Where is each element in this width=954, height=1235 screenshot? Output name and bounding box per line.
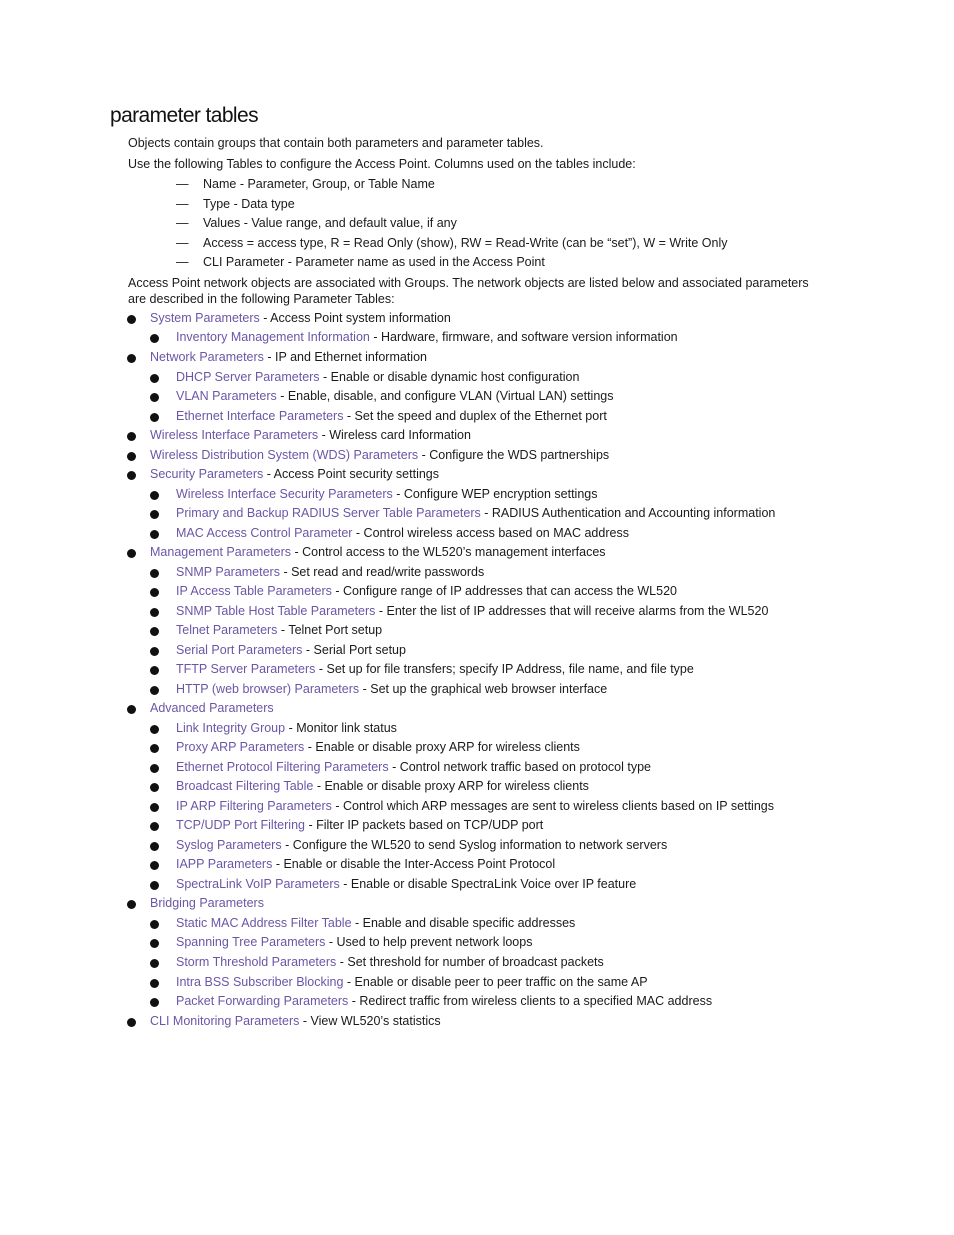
- parameter-table-link[interactable]: Wireless Interface Security Parameters: [176, 486, 393, 501]
- parameter-table-link[interactable]: Advanced Parameters: [150, 701, 274, 716]
- parameter-table-link[interactable]: Spanning Tree Parameters: [176, 935, 326, 950]
- parameter-table-description: - Set up the graphical web browser interface: [359, 681, 608, 696]
- parameter-group-item: [0, 426, 954, 446]
- bullet-icon: [150, 881, 159, 890]
- parameter-table-link[interactable]: Wireless Distribution System (WDS) Parameters: [150, 447, 419, 462]
- bullet-icon: [150, 510, 159, 519]
- dash-marker: —: [176, 216, 189, 231]
- parameter-table-link[interactable]: HTTP (web browser) Parameters: [176, 681, 360, 696]
- parameter-subgroup-item: [0, 875, 954, 895]
- parameter-table-description: - Control network traffic based on protocol type: [388, 759, 651, 774]
- parameter-table-description: - Control which ARP messages are sent to wireless clients based on IP settings: [331, 798, 774, 813]
- parameter-subgroup-item: [0, 836, 954, 856]
- parameter-table-link[interactable]: Network Parameters: [150, 350, 264, 364]
- bullet-icon: [127, 452, 136, 461]
- parameter-table-description: - IP and Ethernet information: [263, 350, 427, 364]
- parameter-subgroup-item: [0, 914, 954, 934]
- parameter-subgroup-item: [0, 368, 954, 388]
- bullet-icon: [127, 549, 136, 558]
- column-definition-item: [0, 175, 954, 195]
- intro-paragraph-1: Objects contain groups that contain both parameters and parameter tables.: [128, 136, 544, 150]
- bullet-icon: [150, 569, 159, 578]
- parameter-table-link[interactable]: CLI Monitoring Parameters: [150, 1013, 300, 1028]
- parameter-subgroup-item: [0, 738, 954, 758]
- parameter-table-description: - Enable or disable the Inter-Access Point Protocol: [272, 857, 556, 872]
- parameter-table-description: - Enable or disable proxy ARP for wireless clients: [304, 740, 580, 755]
- parameter-table-link[interactable]: Serial Port Parameters: [176, 642, 303, 657]
- parameter-table-description: - Redirect traffic from wireless clients to a specified MAC address: [348, 994, 713, 1009]
- parameter-table-description: - Enter the list of IP addresses that will receive alarms from the WL520: [375, 603, 769, 618]
- bullet-icon: [150, 725, 159, 734]
- bullet-icon: [150, 647, 159, 656]
- bullet-icon: [150, 803, 159, 812]
- parameter-group-item: [0, 699, 954, 719]
- parameter-subgroup-item: [0, 621, 954, 641]
- parameter-table-link[interactable]: Proxy ARP Parameters: [176, 740, 305, 755]
- bullet-icon: [150, 998, 159, 1007]
- bullet-icon: [150, 744, 159, 753]
- parameter-subgroup-item: [0, 328, 954, 348]
- parameter-table-link[interactable]: Ethernet Interface Parameters: [176, 408, 344, 423]
- parameter-subgroup-item: [0, 563, 954, 583]
- parameter-table-description: - Set the speed and duplex of the Ethernet port: [343, 408, 607, 423]
- column-definition-text: Values - Value range, and default value, if any: [203, 216, 457, 231]
- parameter-table-description: - Enable or disable dynamic host configuration: [319, 369, 580, 384]
- parameter-subgroup-item: [0, 855, 954, 875]
- parameter-table-link[interactable]: Syslog Parameters: [176, 837, 282, 852]
- parameter-group-item: [0, 446, 954, 466]
- bullet-icon: [150, 822, 159, 831]
- parameter-group-item: [0, 1012, 954, 1032]
- parameter-table-link[interactable]: Wireless Interface Parameters: [150, 428, 319, 443]
- parameter-subgroup-item: [0, 758, 954, 778]
- parameter-subgroup-item: [0, 933, 954, 953]
- parameter-subgroup-item: [0, 680, 954, 700]
- parameter-subgroup-item: [0, 582, 954, 602]
- parameter-subgroup-item: [0, 992, 954, 1012]
- bullet-icon: [150, 979, 159, 988]
- parameter-group-item: [0, 348, 954, 368]
- column-definition-item: [0, 234, 954, 254]
- bullet-icon: [150, 959, 159, 968]
- parameter-subgroup-item: [0, 953, 954, 973]
- column-definitions-list: [0, 175, 954, 273]
- parameter-table-description: - Configure range of IP addresses that can access the WL520: [331, 584, 677, 599]
- dash-marker: —: [176, 255, 189, 270]
- bullet-icon: [127, 432, 136, 441]
- bullet-icon: [150, 861, 159, 870]
- parameter-table-link[interactable]: SNMP Parameters: [176, 564, 280, 579]
- bullet-icon: [150, 588, 159, 597]
- parameter-table-description: - Enable or disable SpectraLink Voice over IP feature: [339, 876, 637, 891]
- parameter-table-description: - Hardware, firmware, and software version information: [369, 330, 678, 345]
- bullet-icon: [150, 783, 159, 792]
- dash-marker: —: [176, 177, 189, 191]
- parameter-table-link[interactable]: Static MAC Address Filter Table: [176, 915, 352, 930]
- parameter-table-description: - View WL520’s statistics: [299, 1013, 441, 1028]
- section-heading: parameter tables: [110, 104, 258, 127]
- bullet-icon: [150, 374, 159, 383]
- parameter-subgroup-item: [0, 641, 954, 661]
- parameter-table-link[interactable]: SpectraLink VoIP Parameters: [176, 876, 340, 891]
- parameter-table-link[interactable]: Packet Forwarding Parameters: [176, 994, 349, 1009]
- parameter-table-link[interactable]: Broadcast Filtering Table: [176, 779, 314, 794]
- parameter-table-description: - Telnet Port setup: [277, 623, 383, 638]
- parameter-table-link[interactable]: Intra BSS Subscriber Blocking: [176, 974, 344, 989]
- dash-marker: —: [176, 235, 189, 250]
- parameter-group-item: [0, 894, 954, 914]
- bullet-icon: [150, 608, 159, 617]
- bullet-icon: [127, 900, 136, 909]
- parameter-table-description: - Set threshold for number of broadcast packets: [336, 954, 604, 969]
- parameter-group-item: [0, 309, 954, 329]
- parameter-table-link[interactable]: SNMP Table Host Table Parameters: [176, 603, 376, 618]
- parameter-table-link[interactable]: Bridging Parameters: [150, 896, 264, 911]
- bullet-icon: [150, 627, 159, 636]
- column-definition-item: [0, 195, 954, 215]
- intro-paragraph-2: Use the following Tables to configure the Access Point. Columns used on the tables include:: [128, 156, 636, 171]
- parameter-table-link[interactable]: VLAN Parameters: [176, 389, 277, 404]
- parameter-table-description: - Filter IP packets based on TCP/UDP port: [304, 818, 544, 833]
- parameter-table-description: - Control wireless access based on MAC address: [352, 525, 629, 540]
- parameter-table-link[interactable]: IAPP Parameters: [176, 857, 273, 872]
- column-definition-text: Access = access type, R = Read Only (show), RW = Read-Write (can be “set”), W = Write Only: [203, 235, 728, 250]
- parameter-table-link[interactable]: MAC Access Control Parameter: [176, 525, 353, 540]
- parameter-table-link[interactable]: IP Access Table Parameters: [176, 584, 332, 599]
- parameter-subgroup-item: [0, 719, 954, 739]
- parameter-table-link[interactable]: DHCP Server Parameters: [176, 369, 320, 384]
- parameter-subgroup-item: [0, 485, 954, 505]
- parameter-table-description: - Set read and read/write passwords: [279, 564, 485, 579]
- parameter-table-list: [0, 309, 954, 1031]
- bullet-icon: [150, 334, 159, 343]
- bullet-icon: [127, 705, 136, 714]
- column-definition-text: Name - Parameter, Group, or Table Name: [203, 177, 435, 191]
- parameter-subgroup-item: [0, 504, 954, 524]
- parameter-subgroup-item: [0, 602, 954, 622]
- parameter-table-description: - Control access to the WL520’s management interfaces: [291, 545, 606, 560]
- bullet-icon: [127, 315, 136, 324]
- bullet-icon: [150, 920, 159, 929]
- network-objects-paragraph: Access Point network objects are associated with Groups. The network objects are listed below and associated parameters are described in the following Parameter Tables:: [128, 275, 809, 306]
- bullet-icon: [150, 491, 159, 500]
- parameter-group-item: [0, 543, 954, 563]
- bullet-icon: [150, 842, 159, 851]
- parameter-table-description: - Access Point system information: [259, 310, 451, 325]
- parameter-table-description: - Enable, disable, and configure VLAN (Virtual LAN) settings: [276, 389, 614, 404]
- parameter-subgroup-item: [0, 387, 954, 407]
- parameter-table-description: - Enable or disable proxy ARP for wireless clients: [313, 779, 589, 794]
- bullet-icon: [150, 939, 159, 948]
- parameter-subgroup-item: [0, 797, 954, 817]
- section-body: [0, 134, 954, 1031]
- parameter-table-link[interactable]: Ethernet Protocol Filtering Parameters: [176, 759, 389, 774]
- column-definition-text: CLI Parameter - Parameter name as used in the Access Point: [203, 255, 545, 270]
- parameter-table-description: - Monitor link status: [285, 720, 397, 735]
- parameter-table-link[interactable]: Security Parameters: [150, 467, 264, 482]
- parameter-table-link[interactable]: TFTP Server Parameters: [176, 662, 316, 677]
- bullet-icon: [150, 530, 159, 539]
- parameter-table-description: - Configure the WDS partnerships: [418, 447, 610, 462]
- parameter-table-link[interactable]: IP ARP Filtering Parameters: [176, 798, 332, 813]
- bullet-icon: [150, 686, 159, 695]
- dash-marker: —: [176, 196, 189, 211]
- parameter-table-description: - Configure the WL520 to send Syslog information to network servers: [281, 837, 668, 852]
- parameter-subgroup-item: [0, 660, 954, 680]
- column-definition-item: [0, 253, 954, 273]
- bullet-icon: [150, 764, 159, 773]
- parameter-table-link[interactable]: Management Parameters: [150, 545, 292, 560]
- parameter-table-link[interactable]: TCP/UDP Port Filtering: [176, 818, 305, 833]
- bullet-icon: [127, 471, 136, 480]
- parameter-table-link[interactable]: Storm Threshold Parameters: [176, 954, 337, 969]
- bullet-icon: [150, 666, 159, 675]
- bullet-icon: [127, 354, 136, 363]
- bullet-icon: [150, 413, 159, 422]
- parameter-group-item: [0, 465, 954, 485]
- parameter-table-description: - Used to help prevent network loops: [325, 935, 533, 950]
- column-definition-item: [0, 214, 954, 234]
- parameter-subgroup-item: [0, 816, 954, 836]
- column-definition-text: Type - Data type: [203, 196, 295, 211]
- parameter-table-description: - Set up for file transfers; specify IP Address, file name, and file type: [315, 662, 694, 677]
- parameter-subgroup-item: [0, 973, 954, 993]
- parameter-table-link[interactable]: Inventory Management Information: [176, 330, 370, 345]
- parameter-table-description: - RADIUS Authentication and Accounting information: [480, 506, 776, 521]
- parameter-table-description: - Access Point security settings: [263, 467, 439, 482]
- bullet-icon: [127, 1018, 136, 1027]
- parameter-table-description: - Configure WEP encryption settings: [392, 486, 598, 501]
- parameter-table-link[interactable]: Link Integrity Group: [176, 720, 286, 735]
- parameter-table-link[interactable]: System Parameters: [150, 310, 260, 325]
- parameter-table-description: - Wireless card Information: [318, 428, 471, 443]
- parameter-table-link[interactable]: Primary and Backup RADIUS Server Table Parameters: [176, 506, 481, 521]
- parameter-table-description: - Serial Port setup: [302, 642, 406, 657]
- parameter-subgroup-item: [0, 407, 954, 427]
- parameter-subgroup-item: [0, 777, 954, 797]
- bullet-icon: [150, 393, 159, 402]
- parameter-subgroup-item: [0, 524, 954, 544]
- parameter-table-link[interactable]: Telnet Parameters: [176, 623, 278, 638]
- parameter-table-description: - Enable and disable specific addresses: [351, 915, 576, 930]
- parameter-table-description: - Enable or disable peer to peer traffic on the same AP: [343, 974, 648, 989]
